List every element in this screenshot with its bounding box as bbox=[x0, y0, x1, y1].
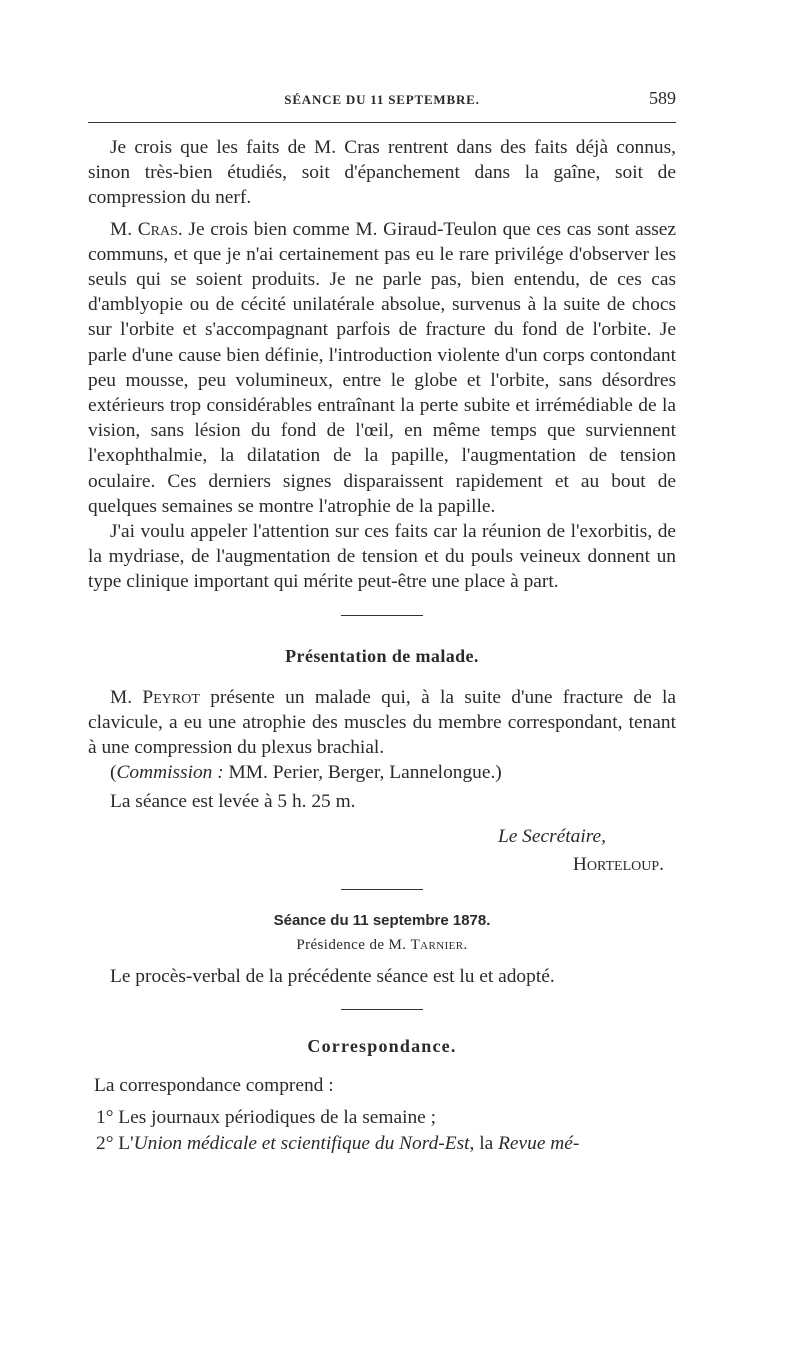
header-rule bbox=[88, 122, 676, 123]
item-2-mid: , la bbox=[469, 1132, 499, 1154]
presidence-line bbox=[88, 937, 676, 954]
paragraph-cras bbox=[88, 217, 676, 519]
commission-names: MM. Perier, Berger, Lannelongue.) bbox=[223, 762, 502, 784]
presidence-prefix: Présidence de M. bbox=[296, 936, 411, 953]
proces-verbal: Le procès-verbal de la précédente séance est lu et adopté. bbox=[110, 965, 555, 987]
speaker-prefix: M. bbox=[110, 686, 143, 708]
paragraph-cras-text: . Je crois bien comme M. Giraud-Teulon que ces cas sont assez communs, et que je n'ai certainement pas eu le rare privilége d'observer les seuls qui se soient produits. Je ne parle pas, bien entendu, de ces cas d'amblyopie ou de cécité unilatérale absolue, survenus à la suite de chocs sur l'orbite et s'accompagnant parfois de fracture du fond de l'orbite. Je parle d'une cause bien définie, l'introduction violente d'un corps contondant peu mousse, peu volumineux, entre le globe et l'orbite, sans désordres extérieurs trop considérables entraînant la perte subite et irrémédiable de la vision, sans lésion du fond de l'œil, en même temps que surviennent l'exophthalmie, la dilatation de la papille, l'augmentation de tension oculaire. Ces derniers signes disparaissent rapidement et au bout de quelques semaines se montre l'atrophie de la papille. bbox=[88, 218, 677, 517]
journal-revue-medicale: Revue mé- bbox=[498, 1132, 580, 1154]
discussion-section bbox=[88, 135, 676, 595]
secretary-name: Horteloup. bbox=[572, 853, 664, 875]
commission-line bbox=[88, 760, 676, 785]
proces-verbal-section bbox=[88, 964, 676, 989]
presentation-heading: Présentation de malade. bbox=[285, 645, 479, 666]
speaker-name-cras: Cras bbox=[137, 218, 178, 240]
paragraph-peyrot bbox=[88, 685, 676, 761]
correspondance-item-1: 1° Les journaux périodiques de la semaine ; bbox=[96, 1106, 436, 1128]
correspondance-item-2 bbox=[88, 1131, 676, 1157]
signature-block bbox=[88, 823, 676, 879]
presentation-section bbox=[88, 685, 676, 815]
correspondance-intro: La correspondance comprend : bbox=[94, 1074, 334, 1096]
item-2-prefix: 2° L' bbox=[96, 1132, 134, 1154]
journal-union-medicale: Union médicale et scientifique du Nord-Est bbox=[133, 1132, 470, 1154]
paragraph-attention: J'ai voulu appeler l'attention sur ces faits car la réunion de l'exorbitis, de la mydriase, de l'augmentation de tension et du pouls veineux donnent un type clinique important qui mérite peut-être une place à part. bbox=[88, 521, 676, 593]
speaker-name-peyrot: Peyrot bbox=[142, 686, 200, 708]
commission-open: ( bbox=[110, 762, 117, 784]
page-number: 589 bbox=[649, 88, 676, 108]
running-head bbox=[88, 88, 676, 114]
commission-label: Commission : bbox=[116, 762, 224, 784]
correspondance-heading: Correspondance. bbox=[307, 1035, 457, 1056]
secretary-role: Le Secrétaire, bbox=[497, 825, 606, 847]
running-head-title: SÉANCE DU 11 SEPTEMBRE. bbox=[284, 92, 480, 107]
paragraph-peyrot-text: présente un malade qui, à la suite d'une fracture de la clavicule, a eu une atrophie des muscles du membre correspondant, tenant à une compression du plexus brachial. bbox=[88, 686, 677, 759]
seance-title: Séance du 11 septembre 1878. bbox=[273, 911, 491, 929]
closing-line: La séance est levée à 5 h. 25 m. bbox=[110, 791, 356, 813]
correspondance-section bbox=[88, 1073, 676, 1157]
presidence-name: Tarnier. bbox=[410, 936, 468, 953]
page bbox=[88, 88, 676, 1157]
speaker-prefix: M. bbox=[110, 218, 138, 240]
paragraph-giraud-teulon: Je crois que les faits de M. Cras rentrent dans des faits déjà connus, sinon très-bien étudiés, soit d'épanchement dans la gaîne, soit de compression du nerf. bbox=[88, 137, 676, 209]
